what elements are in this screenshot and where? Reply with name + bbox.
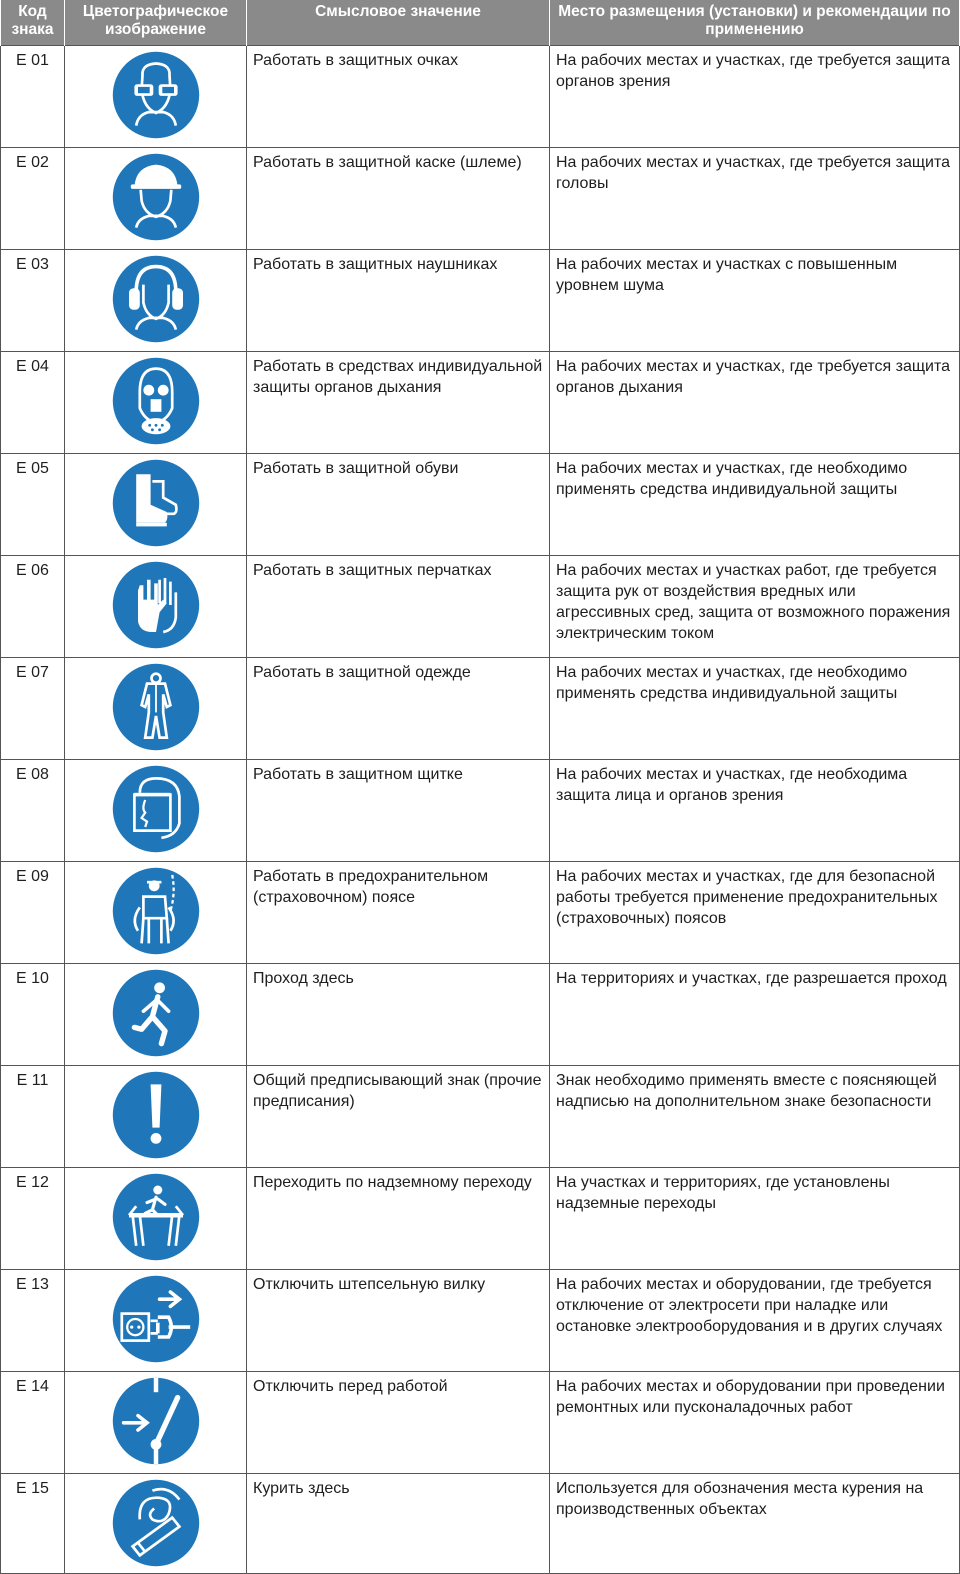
sign-image-cell bbox=[65, 1270, 247, 1372]
sign-meaning: Курить здесь bbox=[247, 1474, 550, 1574]
sign-image-cell bbox=[65, 760, 247, 862]
table-row bbox=[1, 964, 960, 1066]
header-placement: Место размещения (установки) и рекомендации по применению bbox=[550, 0, 960, 46]
table-row bbox=[1, 1372, 960, 1474]
sign-image-cell bbox=[65, 46, 247, 148]
sign-meaning: Отключить штепсельную вилку bbox=[247, 1270, 550, 1372]
sign-image-cell bbox=[65, 1168, 247, 1270]
face-shield-icon bbox=[111, 764, 201, 854]
sign-code: E 10 bbox=[1, 964, 65, 1066]
sign-placement: Знак необходимо применять вместе с поясняющей надписью на дополнительном знаке безопасности bbox=[550, 1066, 960, 1168]
overhead-crossing-icon bbox=[111, 1172, 201, 1262]
table-row bbox=[1, 46, 960, 148]
sign-meaning: Отключить перед работой bbox=[247, 1372, 550, 1474]
table-row bbox=[1, 1270, 960, 1372]
sign-image-cell bbox=[65, 862, 247, 964]
sign-code: E 07 bbox=[1, 658, 65, 760]
sign-meaning: Работать в защитной каске (шлеме) bbox=[247, 148, 550, 250]
sign-placement: На рабочих местах и участках работ, где требуется защита рук от воздействия вредных или агрессивных сред, защита от возможного поражения электрическим током bbox=[550, 556, 960, 658]
sign-image-cell bbox=[65, 556, 247, 658]
safety-goggles-icon bbox=[111, 50, 201, 140]
sign-code: E 02 bbox=[1, 148, 65, 250]
protective-clothing-icon bbox=[111, 662, 201, 752]
sign-code: E 08 bbox=[1, 760, 65, 862]
sign-code: E 09 bbox=[1, 862, 65, 964]
sign-code: E 11 bbox=[1, 1066, 65, 1168]
sign-placement: На рабочих местах и участках, где для безопасной работы требуется применение предохранительных (страховочных) поясов bbox=[550, 862, 960, 964]
table-row bbox=[1, 658, 960, 760]
table-row bbox=[1, 454, 960, 556]
table-row bbox=[1, 250, 960, 352]
exclamation-icon bbox=[111, 1070, 201, 1160]
sign-image-cell bbox=[65, 148, 247, 250]
table-row bbox=[1, 148, 960, 250]
sign-placement: На рабочих местах и оборудовании при проведении ремонтных или пусконаладочных работ bbox=[550, 1372, 960, 1474]
sign-placement: На рабочих местах и участках, где требуется защита органов дыхания bbox=[550, 352, 960, 454]
respirator-icon bbox=[111, 356, 201, 446]
table-row bbox=[1, 556, 960, 658]
header-meaning: Смысловое значение bbox=[247, 0, 550, 46]
sign-image-cell bbox=[65, 250, 247, 352]
pedestrian-icon bbox=[111, 968, 201, 1058]
sign-code: E 14 bbox=[1, 1372, 65, 1474]
sign-placement: На территориях и участках, где разрешается проход bbox=[550, 964, 960, 1066]
sign-meaning: Работать в защитных наушниках bbox=[247, 250, 550, 352]
sign-image-cell bbox=[65, 1066, 247, 1168]
sign-code: E 04 bbox=[1, 352, 65, 454]
sign-meaning: Переходить по надземному переходу bbox=[247, 1168, 550, 1270]
sign-code: E 01 bbox=[1, 46, 65, 148]
sign-placement: На рабочих местах и участках, где необходимо применять средства индивидуальной защиты bbox=[550, 658, 960, 760]
sign-image-cell bbox=[65, 964, 247, 1066]
sign-code: E 05 bbox=[1, 454, 65, 556]
sign-meaning: Общий предписывающий знак (прочие предписания) bbox=[247, 1066, 550, 1168]
table-row bbox=[1, 1168, 960, 1270]
sign-meaning: Работать в защитном щитке bbox=[247, 760, 550, 862]
sign-code: E 03 bbox=[1, 250, 65, 352]
sign-image-cell bbox=[65, 454, 247, 556]
sign-placement: На рабочих местах и участках, где необходимо применять средства индивидуальной защиты bbox=[550, 454, 960, 556]
disconnect-switch-icon bbox=[111, 1376, 201, 1466]
table-row bbox=[1, 862, 960, 964]
sign-placement: На рабочих местах и участках, где требуется защита головы bbox=[550, 148, 960, 250]
header-code: Код знака bbox=[1, 0, 65, 46]
sign-meaning: Работать в средствах индивидуальной защиты органов дыхания bbox=[247, 352, 550, 454]
table-row bbox=[1, 352, 960, 454]
sign-placement: На рабочих местах и участках с повышенным уровнем шума bbox=[550, 250, 960, 352]
sign-meaning: Работать в защитных перчатках bbox=[247, 556, 550, 658]
header-image: Цветографическое изображение bbox=[65, 0, 247, 46]
table-header-row bbox=[1, 0, 960, 46]
ear-protection-icon bbox=[111, 254, 201, 344]
safety-harness-icon bbox=[111, 866, 201, 956]
protective-gloves-icon bbox=[111, 560, 201, 650]
smoking-area-icon bbox=[111, 1478, 201, 1568]
sign-placement: Используется для обозначения места курения на производственных объектах bbox=[550, 1474, 960, 1574]
table-row bbox=[1, 1066, 960, 1168]
sign-code: E 13 bbox=[1, 1270, 65, 1372]
sign-meaning: Работать в защитной обуви bbox=[247, 454, 550, 556]
sign-image-cell bbox=[65, 1474, 247, 1574]
sign-placement: На рабочих местах и участках, где требуется защита органов зрения bbox=[550, 46, 960, 148]
sign-placement: На рабочих местах и участках, где необходима защита лица и органов зрения bbox=[550, 760, 960, 862]
sign-meaning: Проход здесь bbox=[247, 964, 550, 1066]
unplug-icon bbox=[111, 1274, 201, 1364]
table-row bbox=[1, 1474, 960, 1574]
sign-placement: На участках и территориях, где установлены надземные переходы bbox=[550, 1168, 960, 1270]
sign-meaning: Работать в защитной одежде bbox=[247, 658, 550, 760]
sign-placement: На рабочих местах и оборудовании, где требуется отключение от электросети при наладке или остановке электрооборудования и в других случаях bbox=[550, 1270, 960, 1372]
sign-meaning: Работать в предохранительном (страховочном) поясе bbox=[247, 862, 550, 964]
sign-image-cell bbox=[65, 658, 247, 760]
sign-meaning: Работать в защитных очках bbox=[247, 46, 550, 148]
table-row bbox=[1, 760, 960, 862]
sign-code: E 15 bbox=[1, 1474, 65, 1574]
sign-image-cell bbox=[65, 1372, 247, 1474]
safety-helmet-icon bbox=[111, 152, 201, 242]
sign-code: E 06 bbox=[1, 556, 65, 658]
sign-image-cell bbox=[65, 352, 247, 454]
safety-boots-icon bbox=[111, 458, 201, 548]
sign-code: E 12 bbox=[1, 1168, 65, 1270]
